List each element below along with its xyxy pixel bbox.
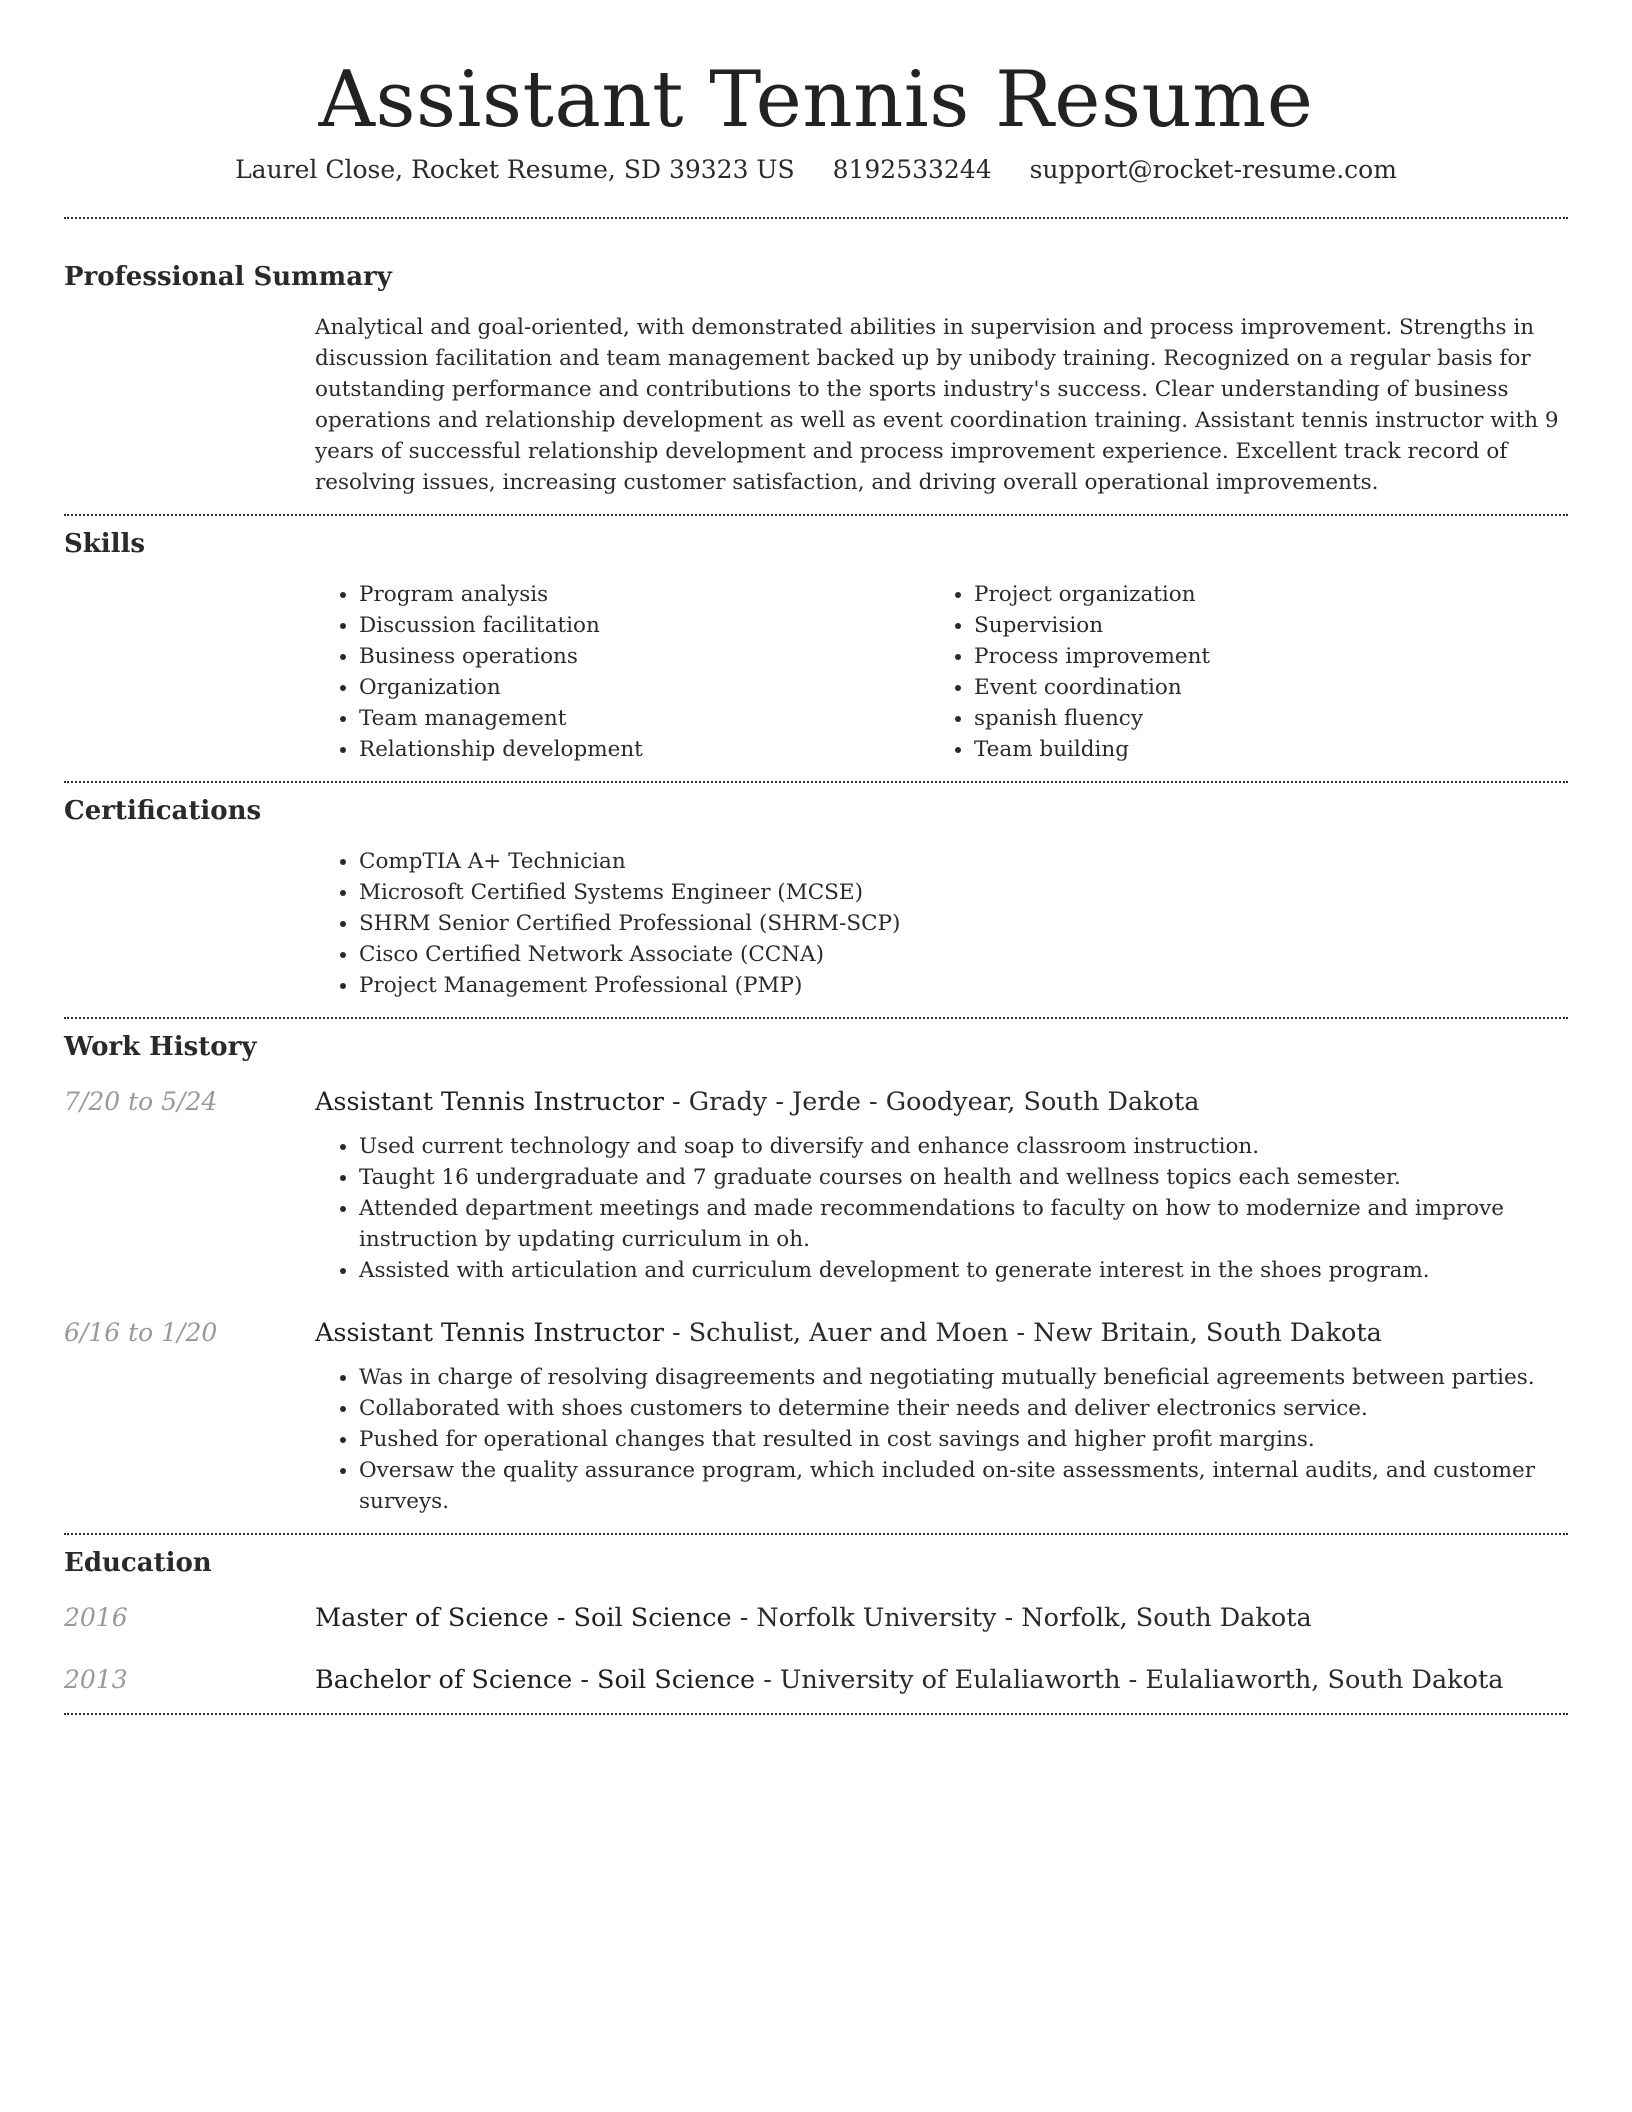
skill-item: • Relationship development	[359, 734, 930, 765]
divider	[64, 1017, 1568, 1019]
job-header	[64, 1318, 1568, 1348]
skill-item: • Project organization	[974, 579, 1545, 610]
job-bullet: • Used current technology and soap to diversify and enhance classroom instruction.	[359, 1131, 1568, 1162]
skills-list-right	[930, 579, 1545, 765]
divider	[64, 1533, 1568, 1535]
job-entry	[64, 1318, 1568, 1517]
summary-heading: Professional Summary	[64, 262, 392, 292]
divider	[64, 781, 1568, 783]
job-bullets	[315, 1131, 1568, 1286]
certification-item: • Cisco Certified Network Associate (CCNA)	[359, 939, 1568, 970]
job-title: Assistant Tennis Instructor	[315, 1318, 664, 1348]
job-bullet: • Was in charge of resolving disagreements and negotiating mutually beneficial agreements between parties.	[359, 1362, 1568, 1393]
summary-section	[64, 259, 1568, 498]
divider	[64, 217, 1568, 219]
job-title-line	[315, 1087, 1199, 1117]
education-heading: Education	[64, 1548, 212, 1578]
skill-item: • spanish fluency	[974, 703, 1545, 734]
job-bullet: • Attended department meetings and made recommendations to faculty on how to modernize and improve instruction by updating curriculum in oh.	[359, 1193, 1568, 1255]
job-bullet: • Oversaw the quality assurance program, which included on-site assessments, internal audits, and customer surveys.	[359, 1455, 1568, 1517]
education-entry	[64, 1665, 1568, 1695]
job-entry	[64, 1087, 1568, 1286]
education-line	[315, 1603, 1312, 1633]
job-bullets	[315, 1362, 1568, 1517]
certifications-section	[64, 793, 1568, 1001]
skills-list-left	[315, 579, 930, 765]
work-history-section	[64, 1029, 1568, 1517]
certification-item: • Project Management Professional (PMP)	[359, 970, 1568, 1001]
work-history-heading: Work History	[64, 1032, 257, 1062]
skill-item: • Process improvement	[974, 641, 1545, 672]
education-year: 2016	[64, 1603, 128, 1632]
skill-item: • Team building	[974, 734, 1545, 765]
job-bullet: • Pushed for operational changes that resulted in cost savings and higher profit margins.	[359, 1424, 1568, 1455]
contact-address: Laurel Close, Rocket Resume, SD 39323 US	[235, 155, 795, 184]
education-year: 2013	[64, 1665, 128, 1694]
contact-line	[64, 150, 1568, 190]
job-employer: - Grady - Jerde - Goodyear, South Dakota	[663, 1087, 1200, 1117]
education-degree: Master of Science - Soil Science	[315, 1603, 732, 1633]
skill-item: • Supervision	[974, 610, 1545, 641]
skill-item: • Team management	[359, 703, 930, 734]
divider	[64, 514, 1568, 516]
education-entry	[64, 1603, 1568, 1633]
resume-title: Assistant Tennis Resume	[318, 55, 1314, 145]
skill-item: • Program analysis	[359, 579, 930, 610]
education-school: - University of Eulaliaworth - Eulaliaworth, South Dakota	[755, 1665, 1504, 1695]
certifications-heading: Certifications	[64, 796, 262, 826]
education-school: - Norfolk University - Norfolk, South Dakota	[731, 1603, 1312, 1633]
job-title: Assistant Tennis Instructor	[315, 1087, 664, 1117]
skill-item: • Discussion facilitation	[359, 610, 930, 641]
contact-email[interactable]: support@rocket-resume.com	[1029, 155, 1397, 184]
education-degree: Bachelor of Science - Soil Science	[315, 1665, 756, 1695]
skill-item: • Business operations	[359, 641, 930, 672]
skill-item: • Event coordination	[974, 672, 1545, 703]
summary-text: Analytical and goal-oriented, with demonstrated abilities in supervision and process improvement. Strengths in discussion facilitation and team management backed up by unibody training. Recognized on a regular basis for outstanding performance and contributions to the sports industry's success. Clear understanding of business operations and relationship development as well as event coordination training. Assistant tennis instructor with 9 years of successful relationship development and process improvement experience. Excellent track record of resolving issues, increasing customer satisfaction, and driving overall operational improvements.	[315, 315, 1559, 495]
certification-item: • SHRM Senior Certified Professional (SHRM-SCP)	[359, 908, 1568, 939]
job-title-line	[315, 1318, 1382, 1348]
contact-phone: 8192533244	[832, 155, 992, 184]
job-dates: 6/16 to 1/20	[64, 1318, 218, 1347]
skills-heading: Skills	[64, 529, 146, 559]
job-header	[64, 1087, 1568, 1117]
job-bullet: • Assisted with articulation and curriculum development to generate interest in the shoes program.	[359, 1255, 1568, 1286]
education-section	[64, 1545, 1568, 1695]
job-bullet: • Collaborated with shoes customers to determine their needs and deliver electronics service.	[359, 1393, 1568, 1424]
job-dates: 7/20 to 5/24	[64, 1087, 218, 1116]
job-employer: - Schulist, Auer and Moen - New Britain, South Dakota	[663, 1318, 1382, 1348]
certifications-list	[315, 846, 1568, 1001]
skills-section	[64, 526, 1568, 765]
skill-item: • Organization	[359, 672, 930, 703]
certification-item: • CompTIA A+ Technician	[359, 846, 1568, 877]
education-line	[315, 1665, 1503, 1695]
job-bullet: • Taught 16 undergraduate and 7 graduate courses on health and wellness topics each semester.	[359, 1162, 1568, 1193]
divider	[64, 1713, 1568, 1715]
certification-item: • Microsoft Certified Systems Engineer (MCSE)	[359, 877, 1568, 908]
